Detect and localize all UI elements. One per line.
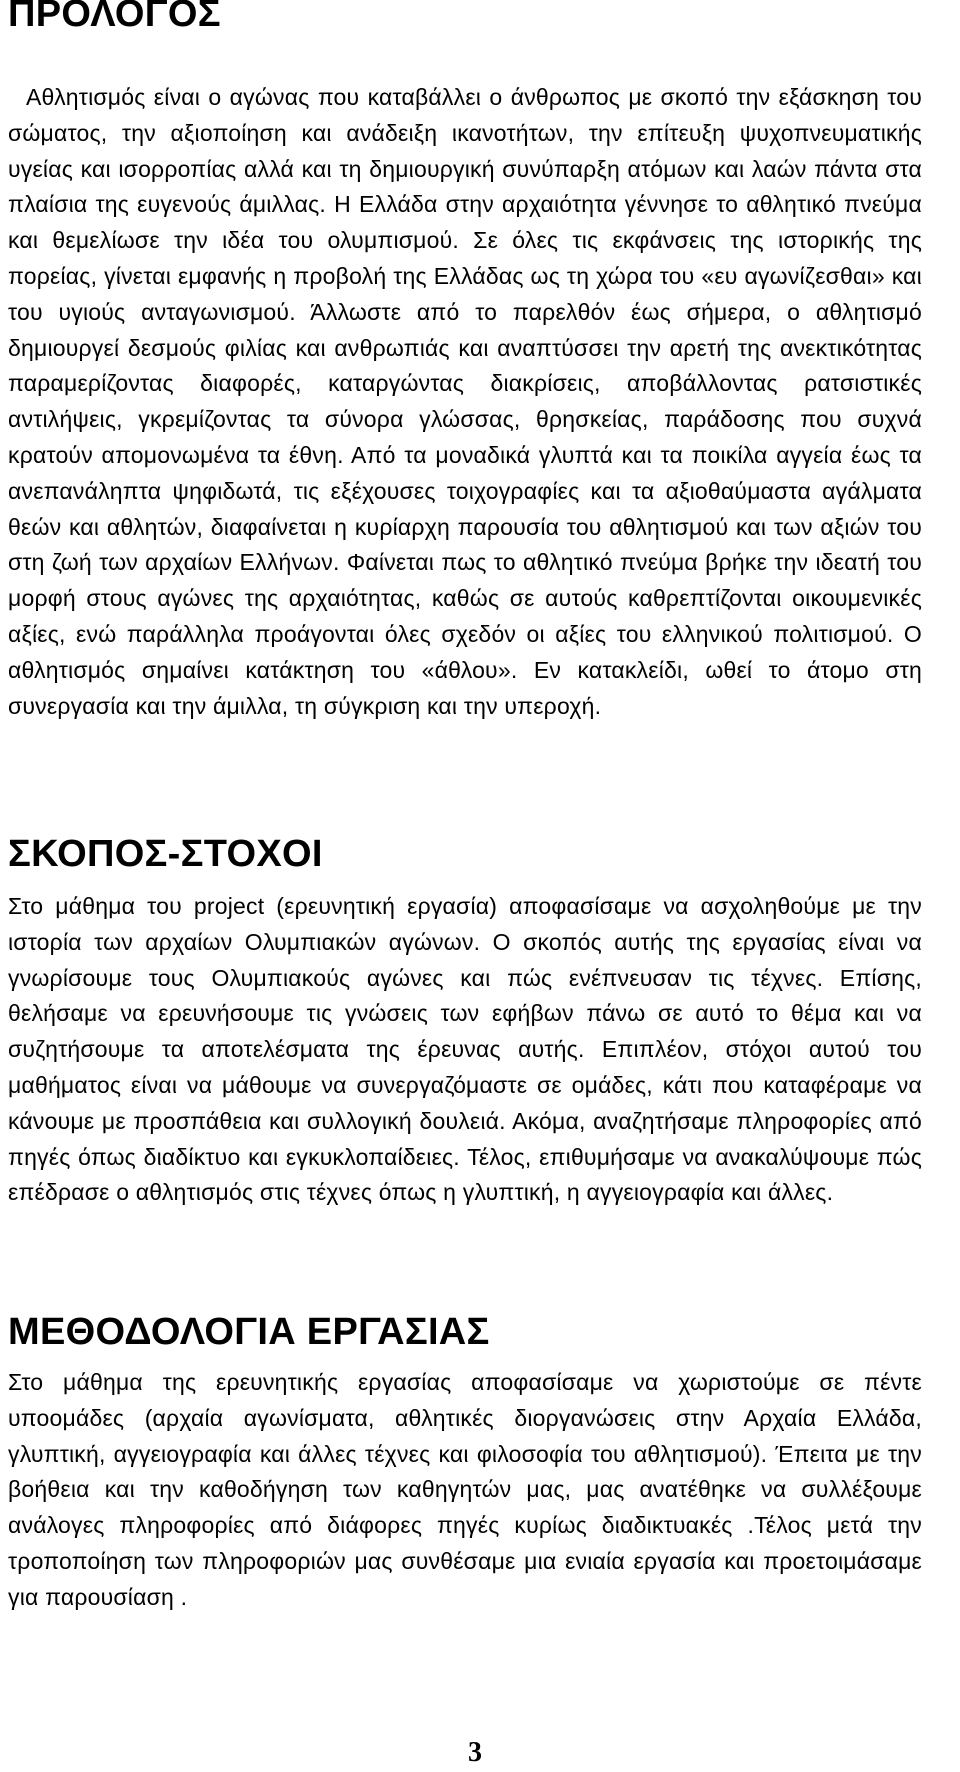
section-text-prologue: Αθλητισμός είναι ο αγώνας που καταβάλλει ο άνθρωπος με σκοπό την εξάσκηση του σώματος, την αξιοποίηση και ανάδειξη ικανοτήτων, την επίτευξη ψυχοπνευματικής υγείας και ισορροπίας αλλά και τη δημιουργική συνύπαρξη ατόμων και λαών πάντα στα πλαίσια της ευγενούς άμιλλας. Η Ελλάδα στην αρχαιότητα γέννησε το αθλητικό πνεύμα και θεμελίωσε την ιδέα του ολυμπισμού. Σε όλες τις εκφάνσεις της ιστορικής της πορείας, γίνεται εμφανής η προβολή της Ελλάδας ως τη χώρα του «ευ αγωνίζεσθαι» και του υγιούς ανταγωνισμού. Άλλωστε από το παρελθόν έως σήμερα, ο αθλητισμό δημιουργεί δεσμούς φιλίας και ανθρωπιάς και αναπτύσσει την αρετή της ανεκτικότητας παραμερίζοντας διαφορές, καταργώντας διακρίσεις, αποβάλλοντας ρατσιστικές αντιλήψεις, γκρεμίζοντας τα σύνορα γλώσσας, θρησκείας, παράδοσης που συχνά κρατούν απομονωμένα τα έθνη. Από τα μοναδικά γλυπτά και τα ποικίλα αγγεία έως τα ανεπανάληπτα ψηφιδωτά, τις εξέχουσες τοιχογραφίες και τα αξιοθαύμαστα αγάλματα θεών και αθλητών, διαφαίνεται η κυρίαρχη παρουσία του αθλητισμού και των αξιών του στη ζωή των αρχαίων Ελλήνων. Φαίνεται πως το αθλητικό πνεύμα βρήκε την ιδεατή του μορφή στους αγώνες της αρχαιότητας, καθώς σε αυτούς καθρεπτίζονται οικουμενικές αξίες, ενώ παράλληλα προάγονται όλες σχεδόν οι αξίες του ελληνικού πολιτισμού. Ο αθλητισμός σημαίνει κατάκτηση του «άθλου». Εν κατακλείδι, ωθεί το άτομο στη συνεργασία και την άμιλλα, τη σύγκριση και την υπεροχή.: [8, 84, 922, 719]
section-heading-methodology: ΜΕΘΟΔΟΛΟΓΙΑ ΕΡΓΑΣΙΑΣ: [8, 1311, 490, 1353]
section-heading-prologue: ΠΡΟΛΟΓΟΣ: [8, 0, 221, 35]
section-text-goals: Στο μάθημα του project (ερευνητική εργασία) αποφασίσαμε να ασχοληθούμε με την ιστορία των αρχαίων Ολυμπιακών αγώνων. Ο σκοπός αυτής της εργασίας είναι να γνωρίσουμε τους Ολυμπιακούς αγώνες και πώς ενέπνευσαν τις τέχνες. Επίσης, θελήσαμε να ερευνήσουμε τις γνώσεις των εφήβων πάνω σε αυτό το θέμα και να συζητήσουμε τα αποτελέσματα της έρευνας αυτής. Επιπλέον, στόχοι αυτού του μαθήματος είναι να μάθουμε να συνεργαζόμαστε σε ομάδες, κάτι που καταφέραμε να κάνουμε με προσπάθεια και συλλογική δουλειά. Ακόμα, αναζητήσαμε πληροφορίες από πηγές όπως διαδίκτυο και εγκυκλοπαίδειες. Τέλος, επιθυμήσαμε να ανακαλύψουμε πώς επέδρασε ο αθλητισμός στις τέχνες όπως η γλυπτική, η αγγειογραφία και άλλες.: [8, 893, 922, 1206]
page-number: 3: [468, 1737, 482, 1768]
section-text-methodology: Στο μάθημα της ερευνητικής εργασίας αποφασίσαμε να χωριστούμε σε πέντε υποομάδες (αρχαία αγωνίσματα, αθλητικές διοργανώσεις στην Αρχαία Ελλάδα, γλυπτική, αγγειογραφία και άλλες τέχνες και φιλοσοφία του αθλητισμού). Έπειτα με την βοήθεια και την καθοδήγηση των καθηγητών μας, μας ανατέθηκε να συλλέξουμε ανάλογες πληροφορίες από διάφορες πηγές κυρίως διαδικτυακές .Τέλος μετά την τροποποίηση των πληροφοριών μας συνθέσαμε μια ενιαία εργασία και προετοιμάσαμε για παρουσίαση .: [8, 1369, 922, 1610]
section-heading-goals: ΣΚΟΠΟΣ-ΣΤΟΧΟΙ: [8, 833, 323, 875]
